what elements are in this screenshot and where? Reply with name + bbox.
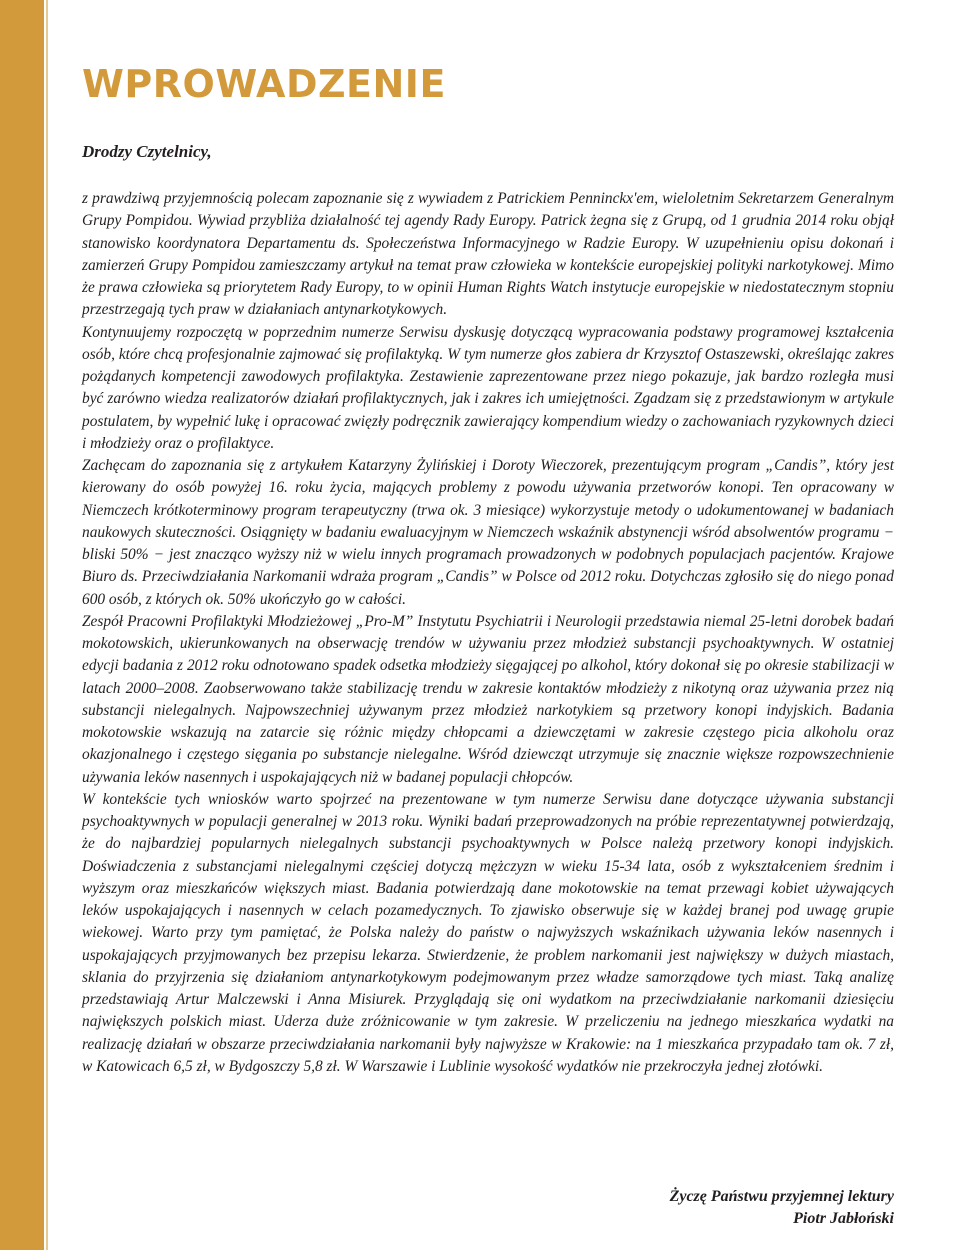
author-name: Piotr Jabłoński — [793, 1210, 894, 1227]
paragraph: W kontekście tych wniosków warto spojrzeć na prezentowane w tym numerze Serwisu dane dotyczące używania substancji psychoaktywnych w populacji generalnej w 2013 roku. Wyniki badań przeprowadzonych na próbie reprezentatywnej potwierdzają, że do najbardziej popularnych nielegalnych substancji psychoaktywnych w Polsce należą przetwory konopi indyjskich. Doświadczenia z substancjami nielegalnymi częściej dotyczą mężczyzn w wieku 15-34 lata, osób z wykształceniem średnim i wyższym oraz mieszkańców większych miast. Badania potwierdzają dane mokotowskie na temat przewagi kobiet używających leków uspokajających i nasennych w celach pozamedycznych. To zjawisko obserwuje się w każdej branej pod uwagę grupie wiekowej. Warto przy tym pamiętać, że Polska należy do państw o najwyższych wskaźnikach używania leków nasennych i uspokajających przyjmowanych bez przepisu lekarza. Stwierdzenie, że problem narkomanii jest największy w dużych miastach, sklania do przyjrzenia się działaniom antynarkotykowym podejmowanym przez władze samorządowe tych miast. Taką analizę przedstawiają Artur Malczewski i Anna Misiurek. Przyglądają się oni wydatkom na przeciwdziałanie narkomanii dziesięciu największych polskich miast. Uderza duże zróżnicowanie w tym zakresie. W przeliczeniu na jednego mieszkańca wydatki na realizację działań w obszarze przeciwdziałania narkomanii były najwyższe w Krakowie: na 1 mieszkańca przypadało tam ok. 7 zł, w Katowicach 6,5 zł, w Bydgoszczy 5,8 zł. W Warszawie i Lublinie wysokość wydatków nie przekroczyła jednej złotówki. — [82, 790, 894, 1075]
closing-line: Życzę Państwu przyjemnej lektury — [669, 1188, 894, 1205]
body-text — [82, 188, 894, 1078]
paragraph: Zespół Pracowni Profilaktyki Młodzieżowej „Pro-M” Instytutu Psychiatrii i Neurologii przedstawia niemal 25-letni dorobek badań mokotowskich, ukierunkowanych na obserwację trendów w używaniu przez młodzież substancji psychoaktywnych. W ostatniej edycji badania z 2012 roku odnotowano spadek odsetka młodzieży sięgającej po alkohol, który dokonał się po okresie stabilizacji w latach 2000–2008. Zaobserwowano także stabilizację trendu w zakresie kontaktów młodzieży z nikotyną oraz używania przez nią substancji nielegalnych. Najpowszechniej używanym przez młodzież narkotykiem są przetwory konopi indyjskich. Badania mokotowskie wskazują na zatarcie się różnic między chłopcami a dziewczętami w zakresie częstego picia alkoholu oraz okazjonalnego i częstego sięgania po substancje nielegalne. Wśród dziewcząt utrzymuje się znacznie większe rozpowszechnienie używania leków nasennych i uspokajających niż w badanej populacji chłopców. — [82, 612, 894, 786]
paragraph: Zachęcam do zapoznania się z artykułem Katarzyny Żylińskiej i Doroty Wieczorek, prezentującym program „Candis”, który jest kierowany do osób powyżej 16. roku życia, mających problemy z powodu używania przetworów konopi. Ten opracowany w Niemczech krótkoterminowy program terapeutyczny (trwa ok. 3 miesiące) wykorzystuje metody o udokumentowanej w badaniach naukowych skuteczności. Osiągnięty w badaniu ewaluacyjnym w Niemczech wskaźnik abstynencji wśród absolwentów programu − bliski 50% − jest znacząco wyższy niż w wielu innych programach prowadzonych w podobnych populacjach pacjentów. Krajowe Biuro ds. Przeciwdziałania Narkomanii wdraża program „Candis” w Polsce od 2012 roku. Dotychczas zgłosiło się do niego ponad 600 osób, z których ok. 50% ukończyło go w całości. — [82, 457, 894, 608]
left-accent-bar — [0, 0, 44, 1250]
page-title: WPROWADZENIE — [82, 62, 446, 106]
left-accent-rule — [46, 0, 48, 1250]
salutation: Drodzy Czytelnicy, — [82, 142, 212, 161]
signature-block — [670, 1186, 894, 1230]
paragraph: z prawdziwą przyjemnością polecam zapoznanie się z wywiadem z Patrickiem Penninckx'em, wieloletnim Sekretarzem Generalnym Grupy Pompidou. Wywiad przybliża działalność tej agendy Rady Europy. Patrick żegna się z Grupą, od 1 grudnia 2014 roku objął stanowisko koordynatora Departamentu ds. Społeczeństwa Informacyjnego w Radzie Europy. W uzupełnieniu opisu dokonań i zamierzeń Grupy Pompidou zamieszczamy artykuł na temat praw człowieka w kontekście europejskiej polityki narkotykowej. Mimo że prawa człowieka są priorytetem Rady Europy, to w opinii Human Rights Watch instytucje europejskie w niedostatecznym stopniu przestrzegają tych praw w działaniach antynarkotykowych. — [82, 190, 894, 319]
paragraph: Kontynuujemy rozpoczętą w poprzednim numerze Serwisu dyskusję dotyczącą wypracowania podstawy programowej kształcenia osób, które chcą profesjonalnie zajmować się profilaktyką. W tym numerze głos zabiera dr Krzysztof Ostaszewski, określając zakres pożądanych kompetencji zawodowych profilaktyka. Zestawienie zaprezentowane przez niego pokazuje, jak bardzo rozległa musi być zarówno wiedza realizatorów działań profilaktycznych, jak i zakres ich umiejętności. Zgadzam się z przedstawionym w artykule postulatem, by wypełnić lukę i opracować zwięzły podręcznik zawierający kompendium wiedzy o zachowaniach ryzykownych dzieci i młodzieży oraz o profilaktyce. — [82, 323, 894, 452]
